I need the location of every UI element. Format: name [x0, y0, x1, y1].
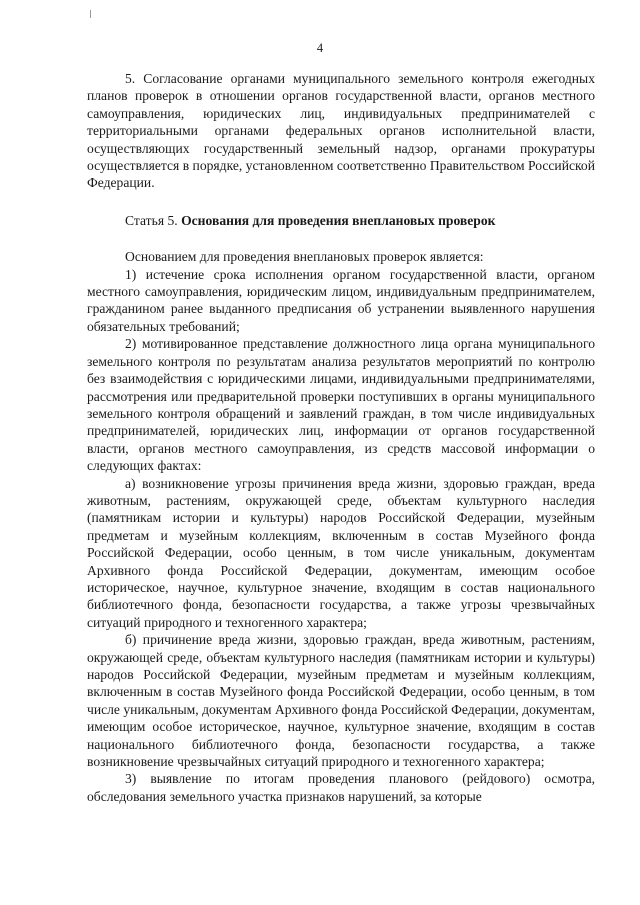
article-title: Основания для проведения внеплановых проверок — [181, 212, 496, 228]
article-heading — [87, 212, 595, 229]
sub-item-b: б) причинение вреда жизни, здоровью граждан, вреда животным, растениям, окружающей среде, объектам культурного наследия (памятникам истории и культуры) народов Российской Федерации, музейным предметам и музейным коллекциям, включенным в состав Музейного фонда Российской Федерации, особо ценным, в том числе уникальным, документам Архивного фонда Российской Федерации, документам, имеющим особое историческое, научное, культурное значение, входящим в состав национального библиотечного фонда, безопасности государства, а также возникновение чрезвычайных ситуаций природного и техногенного характера; — [87, 632, 595, 770]
page-number: 4 — [316, 41, 324, 55]
list-item-1: 1) истечение срока исполнения органом государственной власти, органом местного самоуправления, юридическим лицом, индивидуальным предпринимателем, гражданином ранее выданного предписания об устранении выявленного нарушения обязательных требований; — [87, 266, 595, 334]
paragraph-section-5: 5. Согласование органами муниципального земельного контроля ежегодных планов проверок в отношении органов государственной власти, органов местного самоуправления, юридических лиц, индивидуальных предпринимателей с территориальными органами федеральных органов исполнительной власти, осуществляющих государственный земельный надзор, органами прокуратуры осуществляется в порядке, установленном соответственно Правительством Российской Федерации. — [87, 71, 595, 191]
article-number: Статья 5. — [125, 212, 178, 228]
document-body — [87, 70, 595, 805]
scan-artifact-mark — [90, 10, 91, 18]
intro-paragraph: Основанием для проведения внеплановых проверок является: — [125, 249, 484, 265]
list-item-2: 2) мотивированное представление должностного лица органа муниципального земельного контроля по результатам анализа результатов мероприятий по контролю без взаимодействия с юридическими лицами, индивидуальными предпринимателями, рассмотрения или предварительной проверки поступивших в органы муниципального земельного контроля обращений и заявлений граждан, в том числе индивидуальных предпринимателей, юридических лиц, информации от органов государственной власти, органов местного самоуправления, из средств массовой информации о следующих фактах: — [87, 336, 595, 474]
sub-item-a: а) возникновение угрозы причинения вреда жизни, здоровью граждан, вреда животным, растениям, окружающей среде, объектам культурного наследия (памятникам истории и культуры) народов Российской Федерации, музейным предметам и музейным коллекциям, включенным в состав Музейного фонда Российской Федерации, особо ценным, в том числе уникальным, документам Архивного фонда Российской Федерации, документам, имеющим особое историческое, научное, культурное значение, входящим в состав национального библиотечного фонда, безопасности государства, а также угрозы чрезвычайных ситуаций природного и техногенного характера; — [87, 475, 595, 630]
list-item-3: 3) выявление по итогам проведения планового (рейдового) осмотра, обследования земельного участка признаков нарушений, за которые — [87, 771, 595, 804]
